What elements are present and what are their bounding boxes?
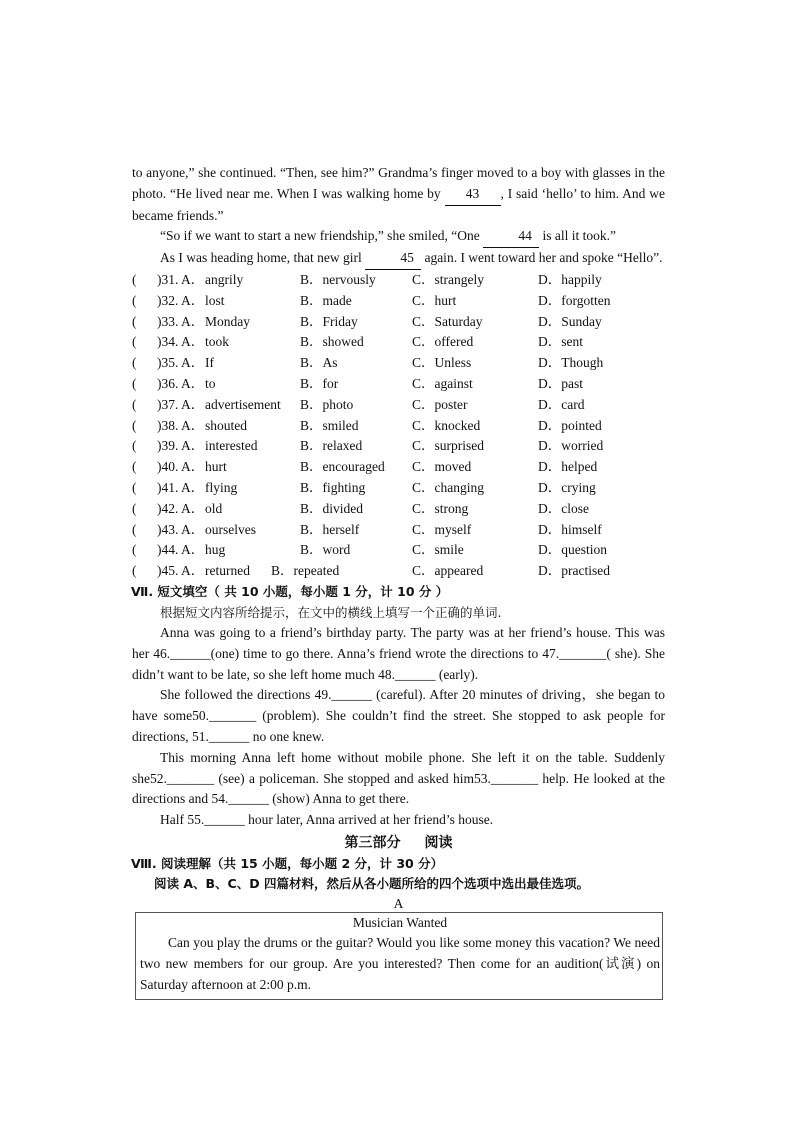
passage-letter: A	[393, 895, 404, 911]
option-b: B．word	[300, 542, 351, 558]
option-c: C．surprised	[412, 438, 484, 454]
option-c: C．changing	[412, 479, 484, 495]
passage-paragraph-2	[132, 226, 665, 248]
option-a: to	[205, 375, 216, 391]
passage-text: , I said ‘hello’ to him. And we became friends.”	[132, 185, 665, 223]
option-num: )42. A．	[157, 500, 205, 516]
option-num: )34. A．	[157, 334, 205, 350]
option-b: B．relaxed	[300, 438, 363, 454]
option-num: )44. A．	[157, 542, 205, 558]
section-7-heading: Ⅶ. 短文填空（ 共 10 小题，每小题 1 分，计 10 分 ）	[131, 583, 449, 599]
passage-text: to anyone,” she continued. “Then, see him?” Grandma’s finger moved to a boy with glasses in the photo. “He lived near me. When I was walking home by	[132, 165, 665, 201]
section-7-paragraph-2: She followed the directions 49.______ (careful). After 20 minutes of driving，she began to have some50._______ (problem). She couldn’t find the street. She stopped to ask people for directions, 51.______ no one knew.	[132, 687, 665, 744]
option-d: D．Sunday	[538, 313, 602, 329]
passage-text: is all it took.”	[539, 228, 617, 244]
section-7-paragraph-4: Half 55.______ hour later, Anna arrived at her friend’s house.	[160, 812, 494, 828]
option-c: C．poster	[412, 396, 468, 412]
part-3-name: 阅读	[424, 834, 453, 851]
exam-page	[132, 163, 665, 1000]
section-8-heading: Ⅷ. 阅读理解（共 15 小题，每小题 2 分，计 30 分）	[131, 855, 444, 871]
passage-paragraph-1	[132, 163, 665, 226]
option-row	[132, 374, 665, 395]
option-d: D．sent	[538, 334, 583, 350]
option-a: Monday	[205, 313, 250, 329]
option-d: D．past	[538, 375, 583, 391]
option-a: hurt	[205, 459, 227, 475]
option-a: old	[205, 500, 223, 516]
section-7-paragraph-3: This morning Anna left home without mobile phone. She left it on the table. Suddenly she52._______ (see) a policeman. She stopped and asked him53._______ help. He looked at the directions and 54.______ (show) Anna to get there.	[132, 749, 665, 807]
option-num: )32. A．	[157, 292, 205, 308]
option-d: D．worried	[538, 438, 604, 454]
option-row	[132, 561, 665, 582]
option-c: C．Saturday	[412, 313, 483, 329]
option-row	[132, 416, 665, 437]
option-b: B．nervously	[300, 271, 376, 287]
section-7-instruction: 根据短文内容所给提示，在文中的横线上填写一个正确的单词.	[160, 604, 502, 620]
option-d: D．practised	[538, 563, 610, 579]
option-c: C．against	[412, 375, 473, 391]
option-a: returned	[205, 563, 250, 579]
option-paren: (	[132, 563, 137, 579]
option-c: C．hurt	[412, 292, 457, 308]
option-row	[132, 395, 665, 416]
blank-43: 43	[445, 184, 501, 206]
passage-text: As I was heading home, that new girl	[160, 250, 366, 266]
option-paren: (	[132, 500, 137, 516]
option-paren: (	[132, 375, 137, 391]
option-num: )39. A．	[157, 438, 205, 454]
option-c: C．offered	[412, 334, 474, 350]
option-d: D．happily	[538, 271, 602, 287]
part-3-label: 第三部分	[344, 834, 401, 851]
option-b: B．As	[300, 355, 338, 371]
option-paren: (	[132, 271, 137, 287]
option-num: )36. A．	[157, 375, 205, 391]
blank-45: 45	[365, 248, 421, 270]
ad-title: Musician Wanted	[352, 914, 448, 930]
option-num: )40. A．	[157, 459, 205, 475]
option-a: took	[205, 334, 230, 350]
option-d: D．pointed	[538, 417, 602, 433]
section-8-instruction: 阅读 A、B、C、D 四篇材料，然后从各小题所给的四个选项中选出最佳选项。	[154, 875, 589, 891]
option-d: D．himself	[538, 521, 602, 537]
option-row	[132, 436, 665, 457]
option-row	[132, 499, 665, 520]
option-b: B．Friday	[300, 313, 358, 329]
option-num: )43. A．	[157, 521, 205, 537]
option-b: B．encouraged	[300, 459, 385, 475]
option-paren: (	[132, 334, 137, 350]
option-c: C．strong	[412, 500, 469, 516]
option-paren: (	[132, 417, 137, 433]
option-row	[132, 540, 665, 561]
section-7-paragraph-1: Anna was going to a friend’s birthday party. The party was at her friend’s house. This was her 46.______(one) time to go there. Anna’s friend wrote the directions to 47._______( she). She didn’t want to be late, so she left home much 48.______ (early).	[132, 624, 665, 682]
option-row	[132, 457, 665, 478]
option-row	[132, 478, 665, 499]
option-c: C．smile	[412, 542, 464, 558]
option-b: B．herself	[300, 521, 360, 537]
option-paren: (	[132, 479, 137, 495]
option-b: B．divided	[300, 500, 363, 516]
option-c: C．appeared	[412, 563, 484, 579]
option-row	[132, 291, 665, 312]
option-b: B．showed	[300, 334, 364, 350]
option-d: D．close	[538, 500, 589, 516]
cloze-options-list	[132, 270, 665, 582]
option-row	[132, 520, 665, 541]
option-d: D．card	[538, 396, 585, 412]
option-b: B．smiled	[300, 417, 359, 433]
blank-44: 44	[483, 226, 539, 248]
option-row	[132, 312, 665, 333]
option-num: )31. A．	[157, 271, 205, 287]
option-paren: (	[132, 355, 137, 371]
option-num: )45. A．	[157, 563, 205, 579]
option-a: advertisement	[205, 396, 281, 412]
option-a: flying	[205, 479, 238, 495]
option-row	[132, 353, 665, 374]
option-c: C．Unless	[412, 355, 472, 371]
option-c: C．strangely	[412, 271, 484, 287]
option-d: D．helped	[538, 459, 598, 475]
option-c: C．knocked	[412, 417, 481, 433]
ad-text: Can you play the drums or the guitar? Would you like some money this vacation? We need two new members for our group. Are you interested? Then come for an audition(试演) on Saturday afternoon at 2:00 p.m.	[140, 934, 660, 992]
option-b: B．for	[300, 375, 339, 391]
option-paren: (	[132, 396, 137, 412]
option-paren: (	[132, 459, 137, 475]
option-a: shouted	[205, 417, 247, 433]
option-row	[132, 270, 665, 291]
option-a: hug	[205, 542, 226, 558]
option-c: C．myself	[412, 521, 472, 537]
option-a: If	[205, 355, 214, 371]
option-b: B．fighting	[300, 479, 366, 495]
option-paren: (	[132, 313, 137, 329]
passage-text: again. I went toward her and spoke “Hello”.	[421, 250, 663, 266]
option-num: )35. A．	[157, 355, 205, 371]
option-d: D．Though	[538, 355, 604, 371]
passage-paragraph-3	[132, 248, 665, 270]
option-a: interested	[205, 438, 258, 454]
option-a: ourselves	[205, 521, 256, 537]
option-a: angrily	[205, 271, 244, 287]
option-paren: (	[132, 542, 137, 558]
option-num: )33. A．	[157, 313, 205, 329]
option-d: D．forgotten	[538, 292, 611, 308]
option-d: D．question	[538, 542, 607, 558]
option-a: lost	[205, 292, 225, 308]
option-b: B．made	[300, 292, 352, 308]
option-paren: (	[132, 438, 137, 454]
ad-box	[135, 912, 663, 1000]
option-num: )41. A．	[157, 479, 205, 495]
part-3-title	[132, 832, 665, 854]
option-b: B．repeated	[271, 563, 340, 579]
passage-text: “So if we want to start a new friendship,” she smiled, “One	[160, 228, 484, 244]
option-d: D．crying	[538, 479, 596, 495]
option-paren: (	[132, 292, 137, 308]
option-c: C．moved	[412, 459, 472, 475]
option-num: )37. A．	[157, 396, 205, 412]
option-row	[132, 332, 665, 353]
option-paren: (	[132, 521, 137, 537]
option-num: )38. A．	[157, 417, 205, 433]
option-b: B．photo	[300, 396, 354, 412]
